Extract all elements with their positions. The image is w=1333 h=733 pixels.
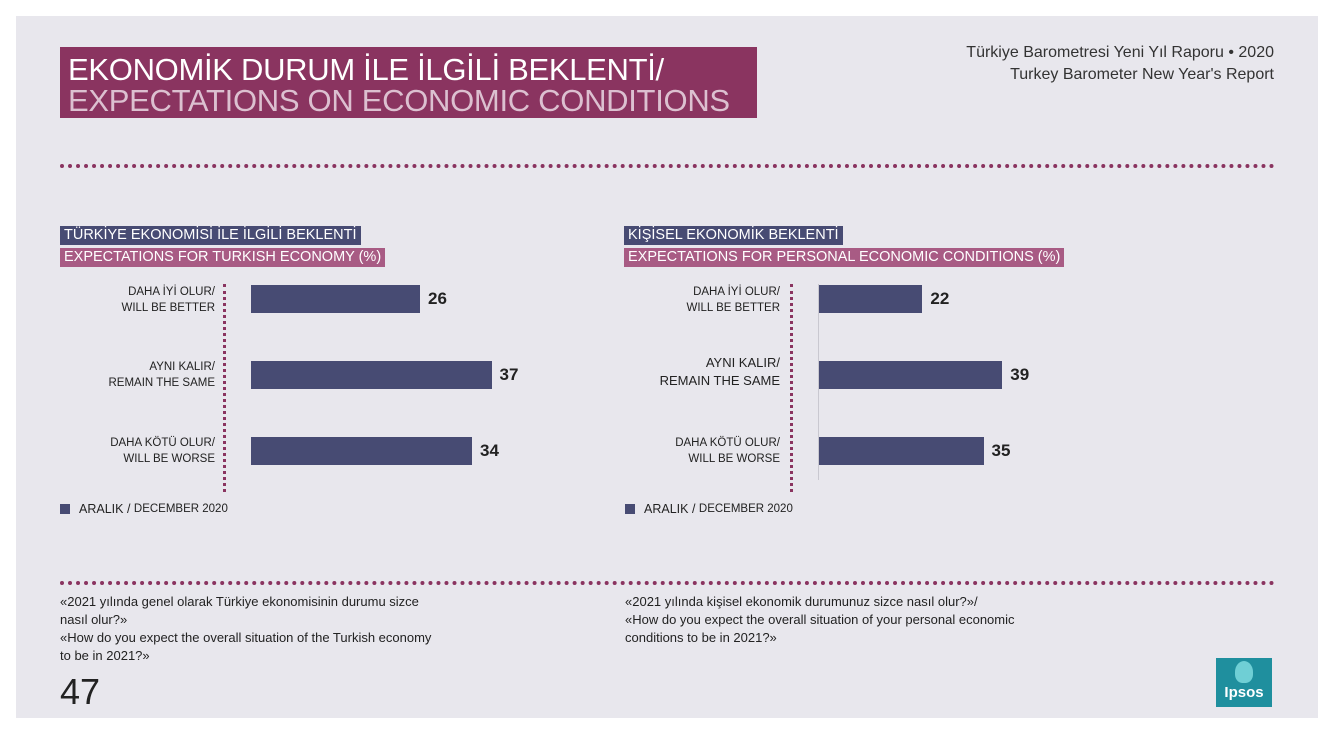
left-chart-title: TÜRKİYE EKONOMİSİ İLE İLGİLİ BEKLENTİ [60,226,361,245]
legend-swatch [625,504,635,514]
right-legend [625,502,793,516]
category-label-en: REMAIN THE SAME [659,373,780,388]
category-label-tr: DAHA İYİ OLUR/ [693,286,780,298]
bar [251,437,472,465]
report-title-tr: Türkiye Barometresi Yeni Yıl Raporu • 2020 [966,44,1274,61]
legend-label-en: DECEMBER 2020 [133,503,228,515]
question-tr-line: nasıl olur?» [60,612,128,627]
question-en-line: «How do you expect the overall situation of your personal economic [625,612,1015,627]
legend-swatch [60,504,70,514]
bar-value-label: 26 [428,289,447,308]
legend-label-en: DECEMBER 2020 [698,503,793,515]
bar [819,361,1002,389]
bar [251,285,420,313]
left-chart-subtitle: EXPECTATIONS FOR TURKISH ECONOMY (%) [60,248,385,267]
right-category-label [675,435,780,467]
bar-value-label: 39 [1010,365,1030,384]
right-chart-subtitle: EXPECTATIONS FOR PERSONAL ECONOMIC CONDITIONS (%) [624,248,1064,267]
legend-label-tr: ARALIK [644,502,689,516]
title-box [60,47,757,118]
question-en-line: «How do you expect the overall situation of the Turkish economy [60,630,432,645]
right-category-label [660,354,780,390]
top-divider [60,164,1275,168]
ipsos-logo-text: Ipsos [1224,684,1264,701]
right-chart-title: KİŞİSEL EKONOMİK BEKLENTİ [624,226,843,245]
report-title-en: Turkey Barometer New Year's Report [1010,66,1274,83]
category-label-en: WILL BE BETTER [686,302,780,314]
bar-value-label: 37 [499,365,519,384]
bar-value-label: 35 [991,441,1011,460]
bar [819,437,984,465]
left-chart-axis [223,284,226,492]
category-label-tr: DAHA İYİ OLUR/ [128,286,215,298]
page-title-en: EXPECTATIONS ON ECONOMIC CONDITIONS [68,83,730,118]
question-en-line: conditions to be in 2021?» [625,630,777,645]
category-label-en: WILL BE BETTER [121,302,215,314]
ipsos-logo [1216,658,1272,707]
ipsos-logo-icon [1235,661,1253,683]
category-label-en: WILL BE WORSE [123,453,215,465]
question-tr-line: «2021 yılında genel olarak Türkiye ekonomisinin durumu sizce [60,594,419,609]
legend-separator: / [123,502,134,516]
category-label-tr: DAHA KÖTÜ OLUR/ [110,437,215,449]
bar-value-label: 22 [930,289,950,308]
right-question [625,593,1015,647]
left-question [60,593,431,665]
left-legend [60,502,228,516]
category-label-en: WILL BE WORSE [688,453,780,465]
page-number: 47 [60,671,101,712]
slide [16,16,1318,718]
category-label-tr: DAHA KÖTÜ OLUR/ [675,437,780,449]
legend-label-tr: ARALIK [79,502,124,516]
bar [819,285,922,313]
page-title-tr: EKONOMİK DURUM İLE İLGİLİ BEKLENTİ/ [68,52,664,87]
left-category-label [110,435,215,467]
left-category-label [109,359,216,391]
category-label-tr: AYNI KALIR/ [149,361,215,373]
bar-value-label: 34 [480,441,499,460]
bottom-divider [60,581,1275,585]
right-category-label [686,284,780,316]
question-tr-line: «2021 yılında kişisel ekonomik durumunuz sizce nasıl olur?»/ [625,594,978,609]
left-category-label [121,284,215,316]
bar [251,361,492,389]
question-en-line: to be in 2021?» [60,648,150,663]
right-chart-axis [790,284,793,492]
category-label-tr: AYNI KALIR/ [705,355,780,370]
category-label-en: REMAIN THE SAME [108,377,215,389]
legend-separator: / [688,502,699,516]
